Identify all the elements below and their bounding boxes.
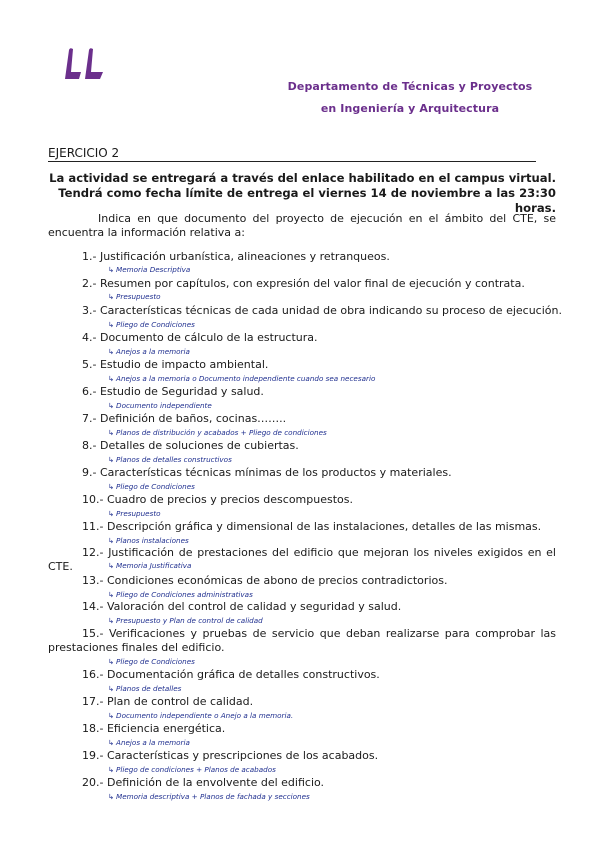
department-name-line1: Departamento de Técnicas y Proyectos bbox=[287, 80, 533, 93]
question-text: Plan de control de calidad. bbox=[106, 695, 254, 708]
question-item bbox=[82, 385, 264, 398]
question-item bbox=[82, 776, 324, 789]
question-item bbox=[82, 439, 299, 452]
handwritten-answer bbox=[108, 590, 253, 599]
answer-text: Anejos a la memoria bbox=[116, 347, 190, 356]
answer-arrow-icon: ↳ bbox=[108, 401, 115, 410]
handwritten-answer bbox=[108, 509, 161, 518]
question-text: Eficiencia energética. bbox=[106, 722, 226, 735]
question-number: 20.- bbox=[82, 776, 107, 789]
question-text: Descripción gráfica y dimensional de las instalaciones, detalles de las mismas. bbox=[106, 520, 542, 533]
question-text: Estudio de impacto ambiental. bbox=[99, 358, 269, 371]
answer-arrow-icon: ↳ bbox=[108, 347, 115, 356]
question-text: Valoración del control de calidad y seguridad y salud. bbox=[106, 600, 402, 613]
answer-text: Planos instalaciones bbox=[116, 536, 189, 545]
handwritten-answer bbox=[108, 347, 190, 356]
question-item bbox=[82, 412, 286, 425]
question-number: 1.- bbox=[82, 250, 100, 263]
handwritten-answer bbox=[108, 657, 195, 666]
question-number: 16.- bbox=[82, 668, 107, 681]
answer-arrow-icon: ↳ bbox=[108, 765, 115, 774]
question-number: 17.- bbox=[82, 695, 107, 708]
question-item bbox=[82, 520, 541, 533]
question-text: Estudio de Seguridad y salud. bbox=[99, 385, 264, 398]
question-number: 3.- bbox=[82, 304, 100, 317]
question-text: Características técnicas mínimas de los productos y materiales. bbox=[99, 466, 452, 479]
question-number: 10.- bbox=[82, 493, 107, 506]
answer-arrow-icon: ↳ bbox=[108, 536, 115, 545]
instructions-intro: Indica en que documento del proyecto de ejecución en el ámbito del CTE, se encuentra la información relativa a: bbox=[48, 212, 556, 239]
answer-text: Memoria Descriptiva bbox=[116, 265, 191, 274]
answer-text: Pliego de Condiciones bbox=[116, 320, 195, 329]
answer-arrow-icon: ↳ bbox=[108, 320, 115, 329]
question-item bbox=[82, 600, 401, 613]
question-item bbox=[82, 722, 225, 735]
question-text: Definición de la envolvente del edificio. bbox=[106, 776, 325, 789]
handwritten-answer bbox=[108, 401, 212, 410]
university-logo bbox=[62, 46, 106, 80]
handwritten-answer bbox=[108, 684, 181, 693]
exercise-title: EJERCICIO 2 bbox=[48, 146, 120, 160]
question-item bbox=[82, 250, 390, 263]
handwritten-answer bbox=[108, 482, 195, 491]
question-number: 18.- bbox=[82, 722, 107, 735]
question-number: 2.- bbox=[82, 277, 100, 290]
question-item bbox=[82, 574, 447, 587]
handwritten-answer bbox=[108, 738, 190, 747]
answer-arrow-icon: ↳ bbox=[108, 428, 115, 437]
handwritten-answer bbox=[108, 455, 232, 464]
question-number: 11.- bbox=[82, 520, 107, 533]
question-item bbox=[82, 749, 378, 762]
answer-arrow-icon: ↳ bbox=[108, 455, 115, 464]
answer-arrow-icon: ↳ bbox=[108, 482, 115, 491]
question-number: 15.- bbox=[82, 627, 109, 640]
answer-arrow-icon: ↳ bbox=[108, 561, 115, 570]
handwritten-answer bbox=[108, 265, 190, 274]
handwritten-answer bbox=[108, 320, 195, 329]
question-item bbox=[48, 627, 556, 655]
answer-text: Documento independiente o Anejo a la memoria. bbox=[116, 711, 294, 720]
answer-text: Planos de distribución y acabados + Pliego de condiciones bbox=[116, 428, 327, 437]
question-number: 13.- bbox=[82, 574, 107, 587]
question-text: Detalles de soluciones de cubiertas. bbox=[99, 439, 299, 452]
handwritten-answer bbox=[108, 711, 293, 720]
answer-text: Anejos a la memoria o Documento independiente cuando sea necesario bbox=[116, 374, 376, 383]
handwritten-answer bbox=[108, 428, 327, 437]
question-item bbox=[82, 331, 318, 344]
answer-text: Presupuesto y Plan de control de calidad bbox=[116, 616, 263, 625]
answer-arrow-icon: ↳ bbox=[108, 265, 115, 274]
answer-text: Presupuesto bbox=[116, 509, 161, 518]
answer-arrow-icon: ↳ bbox=[108, 292, 115, 301]
answer-text: Pliego de condiciones + Planos de acabados bbox=[116, 765, 276, 774]
question-number: 12.- bbox=[82, 546, 109, 559]
question-number: 7.- bbox=[82, 412, 100, 425]
answer-arrow-icon: ↳ bbox=[108, 590, 115, 599]
answer-text: Anejos a la memoria bbox=[116, 738, 190, 747]
answer-text: Planos de detalles constructivos bbox=[116, 455, 232, 464]
handwritten-answer bbox=[108, 292, 161, 301]
question-number: 6.- bbox=[82, 385, 100, 398]
question-number: 5.- bbox=[82, 358, 100, 371]
question-item bbox=[82, 668, 380, 681]
question-text: Verificaciones y pruebas de servicio que deban realizarse para comprobar las prestaciones finales del edificio. bbox=[48, 627, 557, 654]
handwritten-answer bbox=[108, 616, 263, 625]
question-number: 8.- bbox=[82, 439, 100, 452]
answer-arrow-icon: ↳ bbox=[108, 374, 115, 383]
answer-arrow-icon: ↳ bbox=[108, 509, 115, 518]
question-item bbox=[82, 466, 452, 479]
answer-text: Pliego de Condiciones bbox=[116, 482, 195, 491]
handwritten-answer bbox=[108, 765, 276, 774]
answer-text: Memoria Justificativa bbox=[116, 561, 192, 570]
answer-arrow-icon: ↳ bbox=[108, 657, 115, 666]
answer-text: Memoria descriptiva + Planos de fachada y secciones bbox=[116, 792, 310, 801]
question-text: Documento de cálculo de la estructura. bbox=[99, 331, 318, 344]
title-divider bbox=[48, 161, 536, 162]
handwritten-answer bbox=[108, 792, 310, 801]
answer-arrow-icon: ↳ bbox=[108, 616, 115, 625]
question-number: 19.- bbox=[82, 749, 107, 762]
answer-arrow-icon: ↳ bbox=[108, 711, 115, 720]
question-text: Condiciones económicas de abono de precios contradictorios. bbox=[106, 574, 448, 587]
submission-notice: La actividad se entregará a través del enlace habilitado en el campus virtual. Tendrá como fecha límite de entrega el viernes 14 de noviembre a las 23:30 horas. bbox=[49, 171, 556, 215]
answer-arrow-icon: ↳ bbox=[108, 684, 115, 693]
handwritten-answer bbox=[108, 561, 191, 570]
question-number: 4.- bbox=[82, 331, 100, 344]
answer-text: Documento independiente bbox=[116, 401, 212, 410]
answer-arrow-icon: ↳ bbox=[108, 738, 115, 747]
question-item bbox=[82, 277, 525, 290]
question-number: 14.- bbox=[82, 600, 107, 613]
question-text: Justificación urbanística, alineaciones y retranqueos. bbox=[99, 250, 390, 263]
answer-text: Presupuesto bbox=[116, 292, 161, 301]
answer-text: Pliego de Condiciones administrativas bbox=[116, 590, 253, 599]
question-item bbox=[82, 695, 253, 708]
handwritten-answer bbox=[108, 536, 189, 545]
answer-text: Pliego de Condiciones bbox=[116, 657, 195, 666]
question-text: Resumen por capítulos, con expresión del valor final de ejecución y contrata. bbox=[99, 277, 525, 290]
question-number: 9.- bbox=[82, 466, 100, 479]
question-text: Documentación gráfica de detalles constructivos. bbox=[106, 668, 380, 681]
question-text: Características técnicas de cada unidad de obra indicando su proceso de ejecución. bbox=[99, 304, 562, 317]
question-item bbox=[82, 493, 353, 506]
answer-text: Planos de detalles bbox=[116, 684, 182, 693]
question-text: Características y prescripciones de los acabados. bbox=[106, 749, 379, 762]
answer-arrow-icon: ↳ bbox=[108, 792, 115, 801]
handwritten-answer bbox=[108, 374, 375, 383]
question-item bbox=[82, 304, 562, 317]
department-name-line2: en Ingeniería y Arquitectura bbox=[320, 102, 500, 115]
question-text: Cuadro de precios y precios descompuestos. bbox=[106, 493, 353, 506]
question-text: Justificación de prestaciones del edificio que mejoran los niveles exigidos en el CTE. bbox=[48, 546, 556, 573]
question-text: Definición de baños, cocinas…….. bbox=[99, 412, 287, 425]
question-item bbox=[82, 358, 268, 371]
